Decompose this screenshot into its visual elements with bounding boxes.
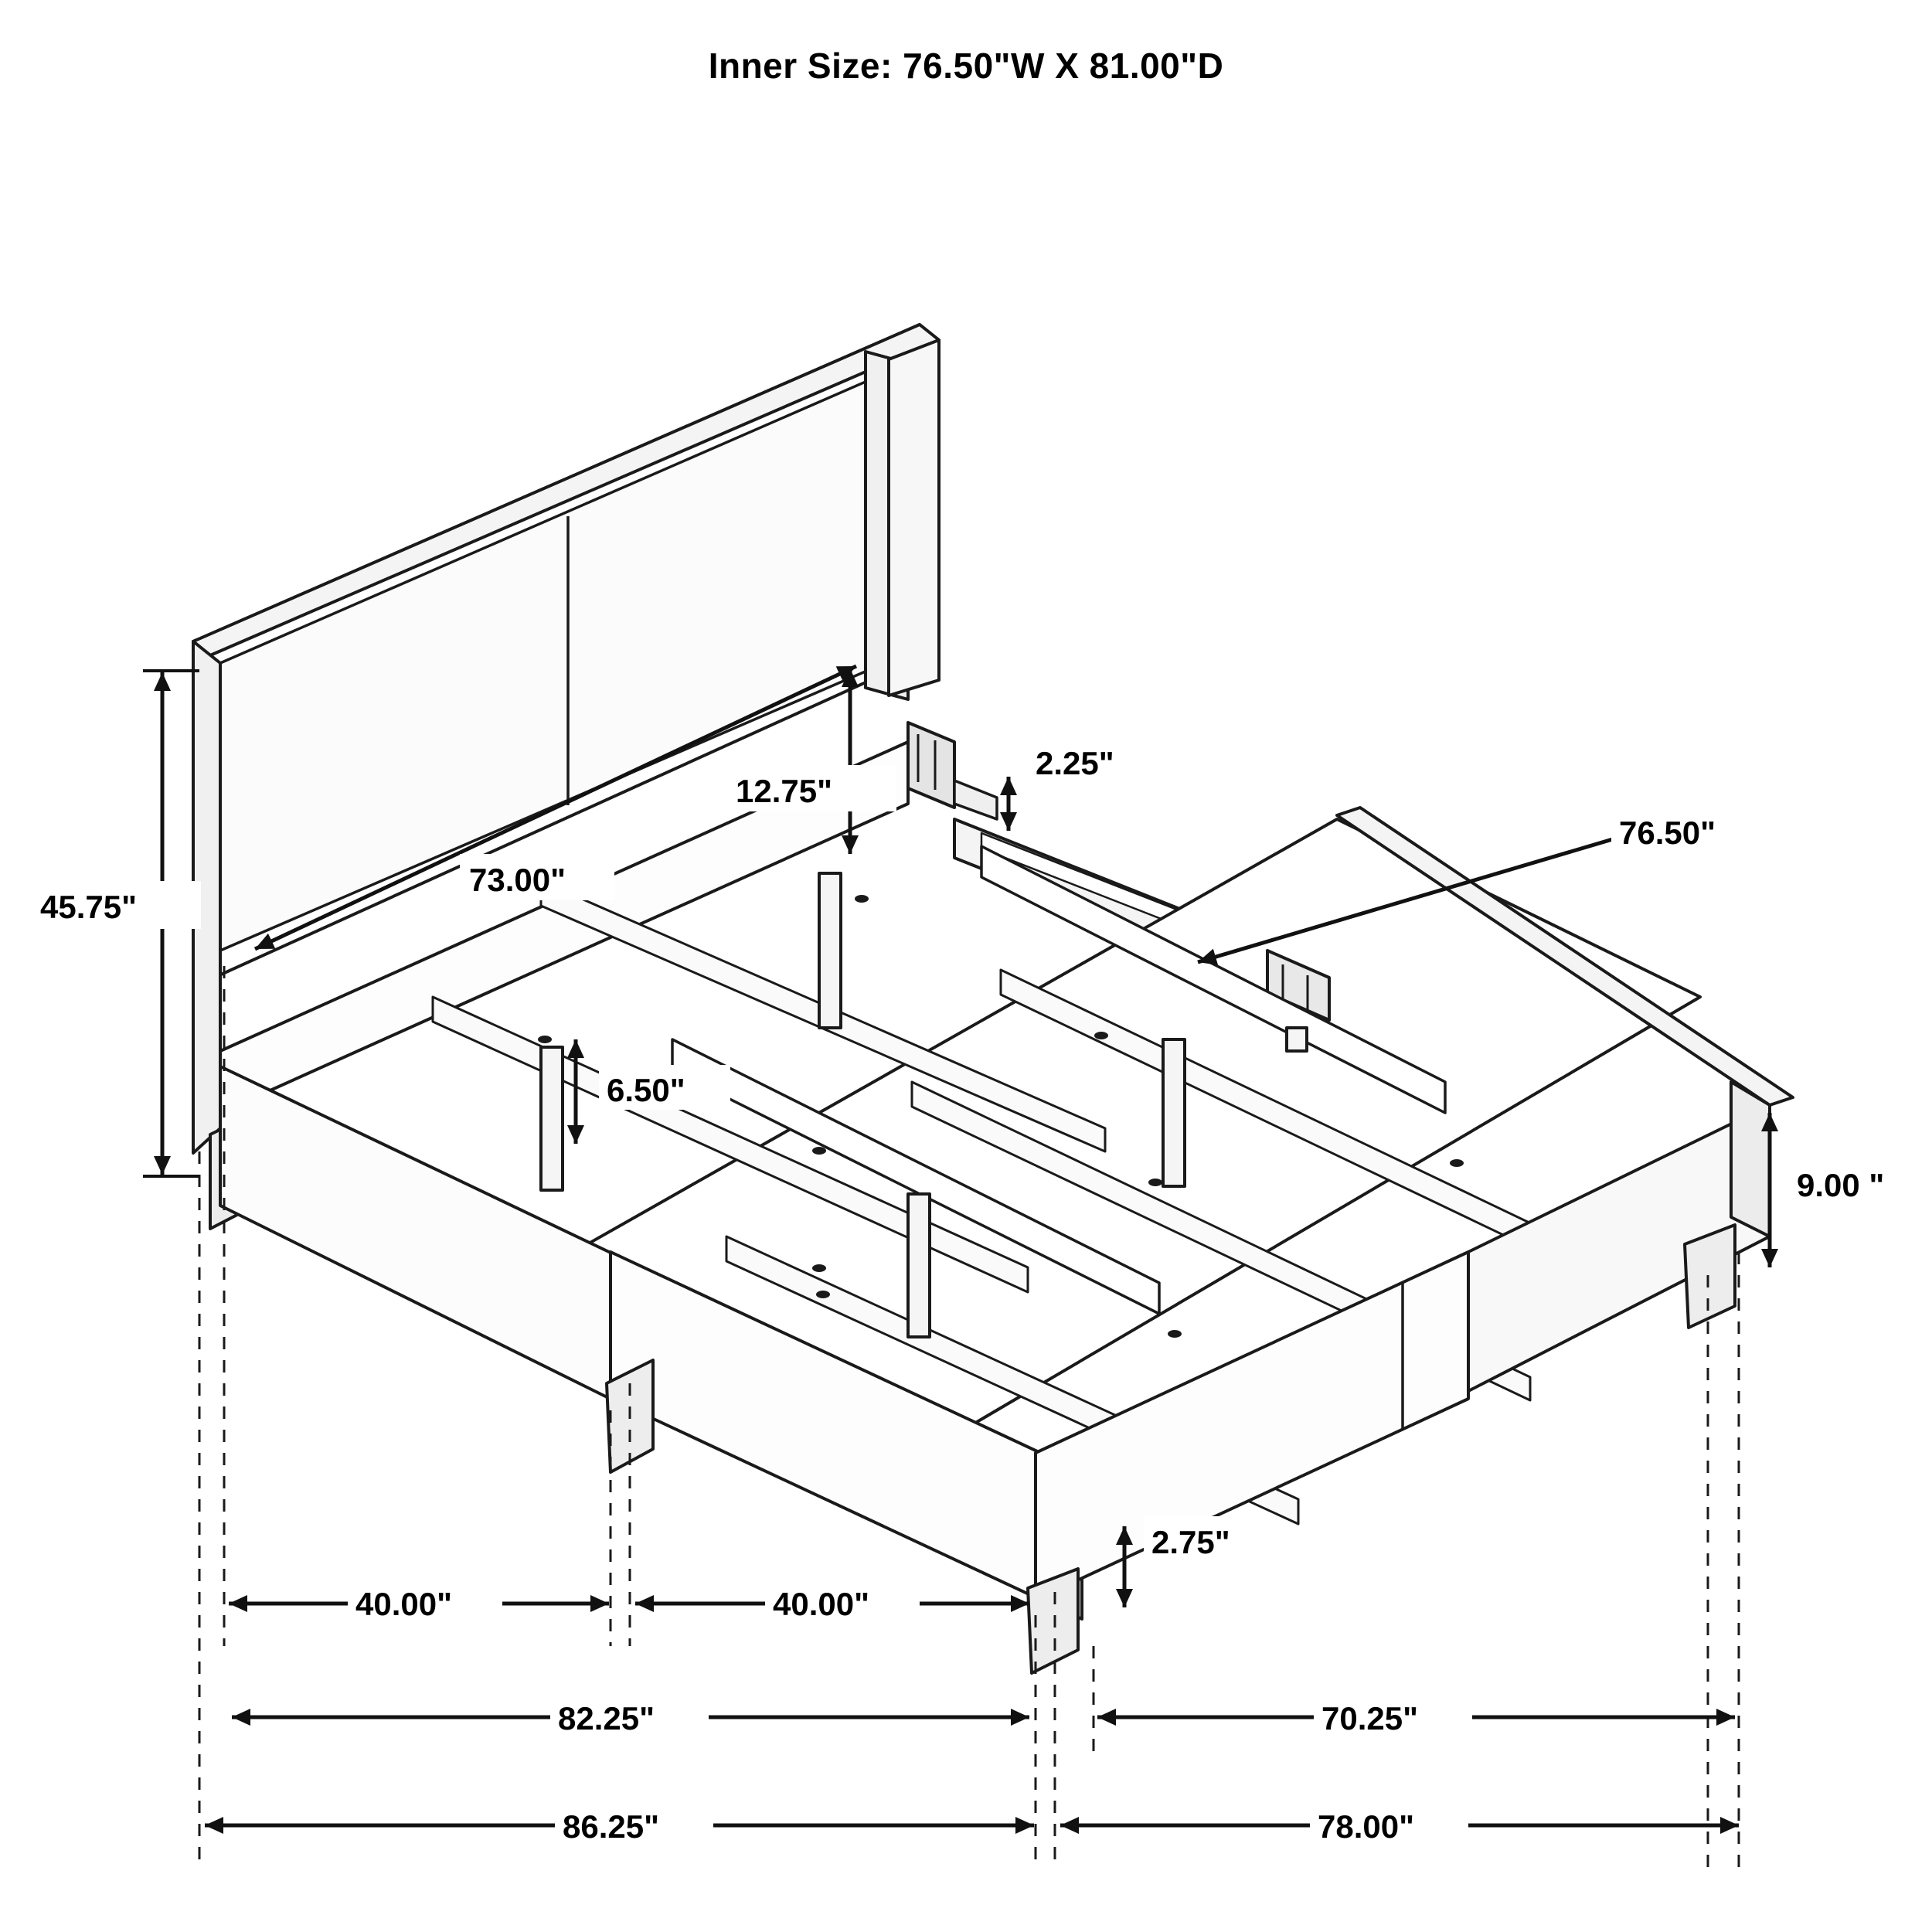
page-title: Inner Size: 76.50"W X 81.00"D	[708, 46, 1224, 86]
dim-label-73-00: 73.00"	[469, 862, 566, 898]
dim-label-2-75: 2.75"	[1151, 1524, 1230, 1560]
left-side-rail	[220, 1066, 641, 1414]
foot-right-leg	[1685, 1225, 1735, 1328]
bed-illustration	[193, 325, 1793, 1673]
headboard-right-post-inner	[889, 340, 939, 696]
dim-label-6-50: 6.50"	[607, 1072, 685, 1108]
dim-label-9-00: 9.00 "	[1797, 1167, 1885, 1203]
dim-label-12-75: 12.75"	[736, 773, 833, 809]
right-rail-side	[1731, 1082, 1770, 1236]
dim-label-70-25: 70.25"	[1321, 1700, 1419, 1736]
bracket-tab	[954, 781, 997, 819]
bed-bracket-hardware	[908, 723, 954, 808]
dim-label-86-25: 86.25"	[563, 1808, 660, 1845]
dim-label-78-00: 78.00"	[1318, 1808, 1415, 1845]
dim-label-40-left: 40.00"	[355, 1586, 453, 1622]
dim-label-40-right: 40.00"	[773, 1586, 870, 1622]
dim-label-45-75: 45.75"	[40, 889, 138, 925]
dim-label-82-25: 82.25"	[558, 1700, 655, 1736]
dim-label-2-25: 2.25"	[1036, 745, 1114, 781]
dim-label-76-50: 76.50"	[1619, 815, 1716, 851]
